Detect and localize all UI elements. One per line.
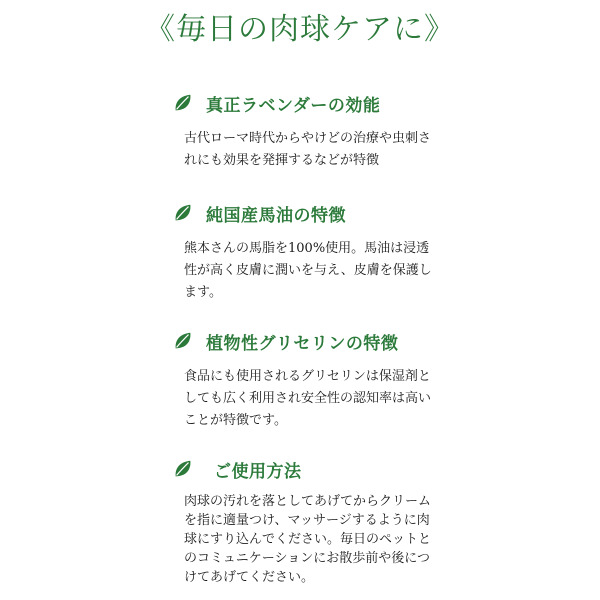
body-line: しても広く利用され安全性の認知率は高い: [184, 391, 432, 406]
section-body: [184, 238, 454, 304]
section-heading-text: ご使用方法: [214, 461, 302, 482]
body-line: けてあげてください。: [184, 570, 315, 585]
body-line: 肉球の汚れを落としてあげてからクリーム: [184, 494, 432, 509]
section-heading-text: 純国産馬油の特徴: [206, 205, 346, 226]
body-line: れにも効果を発揮するなどが特徴: [184, 153, 380, 168]
section-heading-text: 真正ラベンダーの効能: [206, 95, 381, 116]
page-title: 《毎日の肉球ケアに》: [145, 12, 455, 47]
section-glycerin: [172, 328, 452, 432]
leaf-icon: [172, 92, 194, 114]
section-heading: [172, 90, 452, 116]
body-line: を指に適量つけ、マッサージするように肉: [184, 513, 430, 528]
body-line: 熊本さんの馬脂を100%使用。馬油は浸透: [184, 241, 430, 256]
body-line: 性が高く皮膚に潤いを与え、皮膚を保護し: [184, 263, 432, 278]
section-heading-text: 植物性グリセリンの特徴: [206, 333, 399, 354]
body-line: 食品にも使用されるグリセリンは保湿剤と: [184, 369, 431, 384]
section-heading: [172, 456, 452, 482]
body-line: 球にすり込んでください。毎日のペットと: [184, 532, 432, 547]
leaf-icon: [172, 202, 194, 224]
leaf-icon: [172, 458, 194, 480]
section-heading: [172, 328, 452, 354]
leaf-icon: [172, 330, 194, 352]
section-heading: [172, 200, 452, 226]
body-line: 古代ローマ時代からやけどの治療や虫刺さ: [184, 131, 432, 146]
body-line: ます。: [184, 285, 222, 300]
body-line: のコミュニケーションにお散歩前や後につ: [184, 551, 430, 566]
section-body: [184, 492, 454, 587]
section-body: [184, 366, 454, 432]
body-line: ことが特徴です。: [184, 413, 287, 428]
section-usage: [172, 456, 452, 587]
section-horse-oil: [172, 200, 452, 304]
section-lavender: [172, 90, 452, 172]
section-body: [184, 128, 454, 172]
